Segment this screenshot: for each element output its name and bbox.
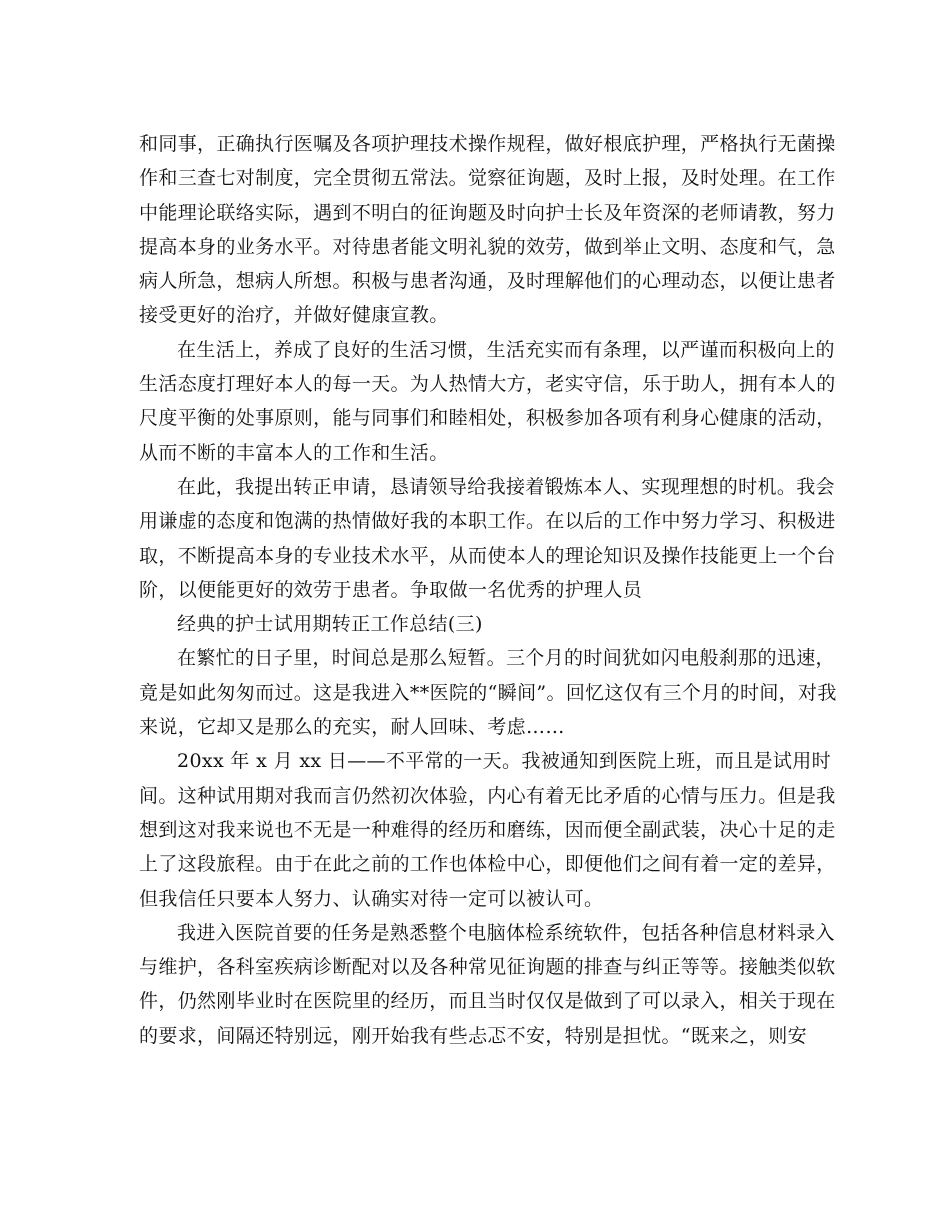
- text-line: 间。这种试用期对我而言仍然初次体验，内心有着无比矛盾的心情与压力。但是我: [139, 784, 836, 807]
- text-line: 和同事，正确执行医嘱及各项护理技术操作规程，做好根底护理，严格执行无菌操: [139, 133, 836, 155]
- text-line: 件，仍然刚毕业时在医院里的经历，而且当时仅仅是做到了可以录入，相关于现在: [139, 990, 836, 1013]
- text-line: 上了这段旅程。由于在此之前的工作也体检中心，即便他们之间有着一定的差异，: [139, 853, 836, 876]
- text-line: 接受更好的治疗，并做好健康宣教。: [139, 304, 449, 327]
- text-line: 在生活上，养成了良好的生活习惯，生活充实而有条理，以严谨而积极向上的: [177, 338, 835, 361]
- text-line: 竟是如此匆匆而过。这是我进入**医院的“瞬间”。回忆这仅有三个月的时间，对我: [139, 681, 837, 704]
- text-line: 提高本身的业务水平。对待患者能文明礼貌的效劳，做到举止文明、态度和气，急: [139, 235, 836, 258]
- text-line: 但我信任只要本人努力、认确实对待一定可以被认可。: [139, 887, 604, 910]
- text-line: 与维护，各科室疾病诊断配对以及各种常见征询题的排查与纠正等等。接触类似软: [139, 956, 836, 979]
- text-line: 作和三查七对制度，完全贯彻五常法。觉察征询题，及时上报，及时处理。在工作: [139, 167, 836, 190]
- section-title: 经典的护士试用期转正工作总结(三): [177, 613, 483, 636]
- paragraph-work-duties: [139, 127, 836, 333]
- paragraph-daily-life: [139, 333, 836, 470]
- paragraph-software-task: [139, 916, 836, 1053]
- text-line: 病人所急，想病人所想。积极与患者沟通，及时理解他们的心理动态，以便让患者: [139, 270, 836, 293]
- paragraph-first-day: [139, 744, 836, 915]
- section-heading: [139, 607, 811, 641]
- paragraph-intro: [139, 641, 837, 744]
- text-line: 来说，它却又是那么的充实，耐人回味、考虑……: [139, 716, 565, 739]
- text-line: 我进入医院首要的任务是熟悉整个电脑体检系统软件，包括各种信息材料录入: [177, 921, 835, 944]
- text-line: 中能理论联络实际，遇到不明白的征询题及时向护士长及年资深的老师请教，努力: [139, 201, 836, 224]
- text-line: 用谦虚的态度和饱满的热情做好我的本职工作。在以后的工作中努力学习、积极进: [139, 510, 836, 533]
- text-line: 20xx 年 x 月 xx 日——不平常的一天。我被通知到医院上班，而且是试用时: [177, 750, 831, 773]
- text-line: 从而不断的丰富本人的工作和生活。: [139, 441, 449, 464]
- text-line: 生活态度打理好本人的每一天。为人热情大方，老实守信，乐于助人，拥有本人的: [139, 373, 836, 396]
- text-line: 想到这对我来说也不无是一种难得的经历和磨练，因而便全副武装，决心十足的走: [139, 818, 836, 841]
- text-line: 在繁忙的日子里，时间总是那么短暂。三个月的时间犹如闪电般刹那的迅速，: [177, 647, 835, 670]
- text-line: 在此，我提出转正申请，恳请领导给我接着锻炼本人、实现理想的时机。我会: [177, 475, 835, 498]
- document-body: [139, 127, 837, 1053]
- text-line: 尺度平衡的处事原则，能与同事们和睦相处，积极参加各项有利身心健康的活动，: [139, 407, 836, 430]
- text-line: 阶，以便能更好的效劳于患者。争取做一名优秀的护理人员: [139, 578, 643, 601]
- text-line: 的要求，间隔还特别远，刚开始我有些忐忑不安，特别是担忧。“既来之，则安: [139, 1024, 807, 1047]
- paragraph-application: [139, 470, 836, 607]
- text-line: 取，不断提高本身的专业技术水平，从而使本人的理论知识及操作技能更上一个台: [139, 544, 836, 567]
